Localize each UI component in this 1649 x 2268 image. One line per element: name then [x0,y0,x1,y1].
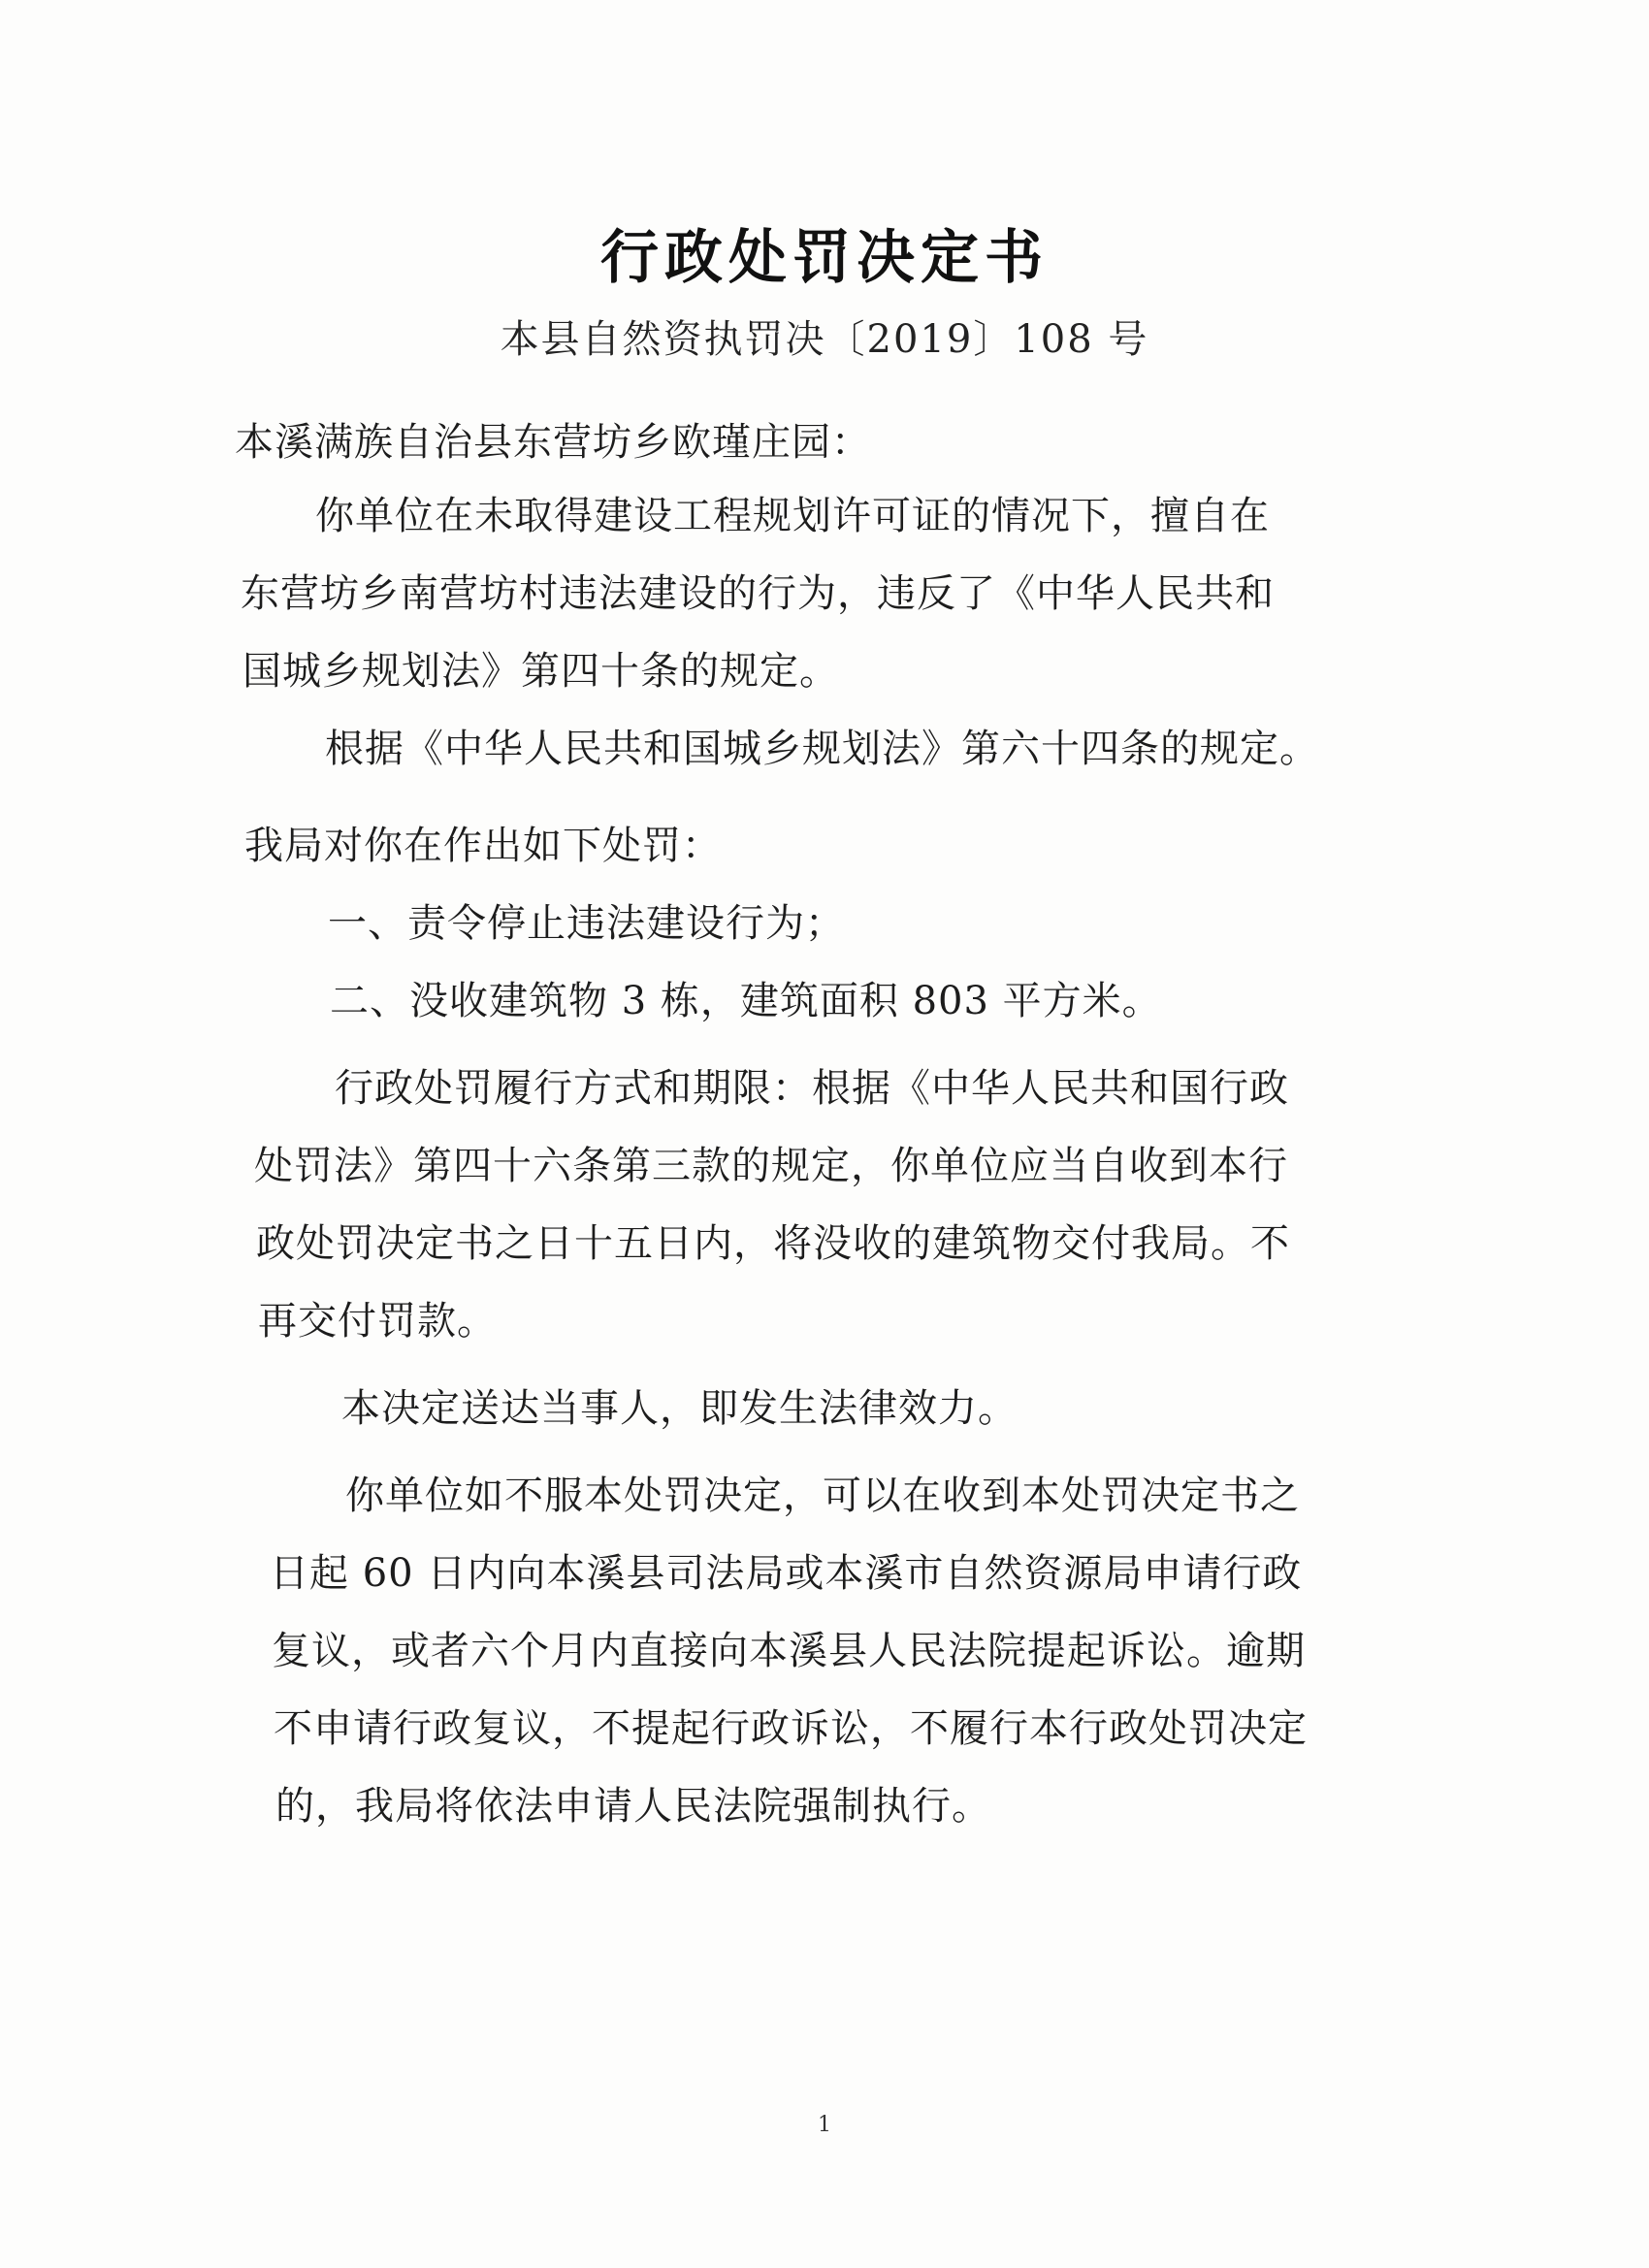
body-line: 国城乡规划法》第四十条的规定。 [242,649,839,694]
body-line: 你单位如不服本处罚决定，可以在收到本处罚决定书之 [345,1474,1300,1518]
body-line: 不申请行政复议，不提起行政诉讼，不履行本行政处罚决定 [274,1706,1308,1751]
body-line: 一、责令停止违法建设行为； [328,901,845,946]
document-number: 本县自然资执罚决〔2019〕108 号 [500,317,1149,362]
body-line: 根据《中华人民共和国城乡规划法》第六十四条的规定。 [325,727,1319,771]
body-line: 行政处罚履行方式和期限：根据《中华人民共和国行政 [335,1066,1289,1111]
document-title: 行政处罚决定书 [600,224,1049,292]
body-line: 二、没收建筑物 3 栋，建筑面积 803 平方米。 [330,979,1162,1023]
body-line: 处罚法》第四十六条第三款的规定，你单位应当自收到本行 [254,1144,1288,1188]
body-line: 东营坊乡南营坊村违法建设的行为，违反了《中华人民共和 [241,571,1275,616]
body-line: 政处罚决定书之日十五日内，将没收的建筑物交付我局。不 [256,1221,1290,1266]
page-number: 1 [818,2113,831,2137]
body-line: 你单位在未取得建设工程规划许可证的情况下，擅自在 [315,494,1270,538]
body-line: 再交付罚款。 [258,1299,497,1344]
body-line: 的，我局将依法申请人民法院强制执行。 [275,1784,991,1829]
body-line: 我局对你在作出如下处罚： [244,824,722,868]
body-line: 日起 60 日内向本溪县司法局或本溪市自然资源局申请行政 [270,1551,1303,1596]
body-line: 本决定送达当事人，即发生法律效力。 [341,1386,1018,1431]
addressee: 本溪满族自治县东营坊乡欧瑾庄园： [235,420,871,465]
body-line: 复议，或者六个月内直接向本溪县人民法院提起诉讼。逾期 [272,1629,1306,1673]
